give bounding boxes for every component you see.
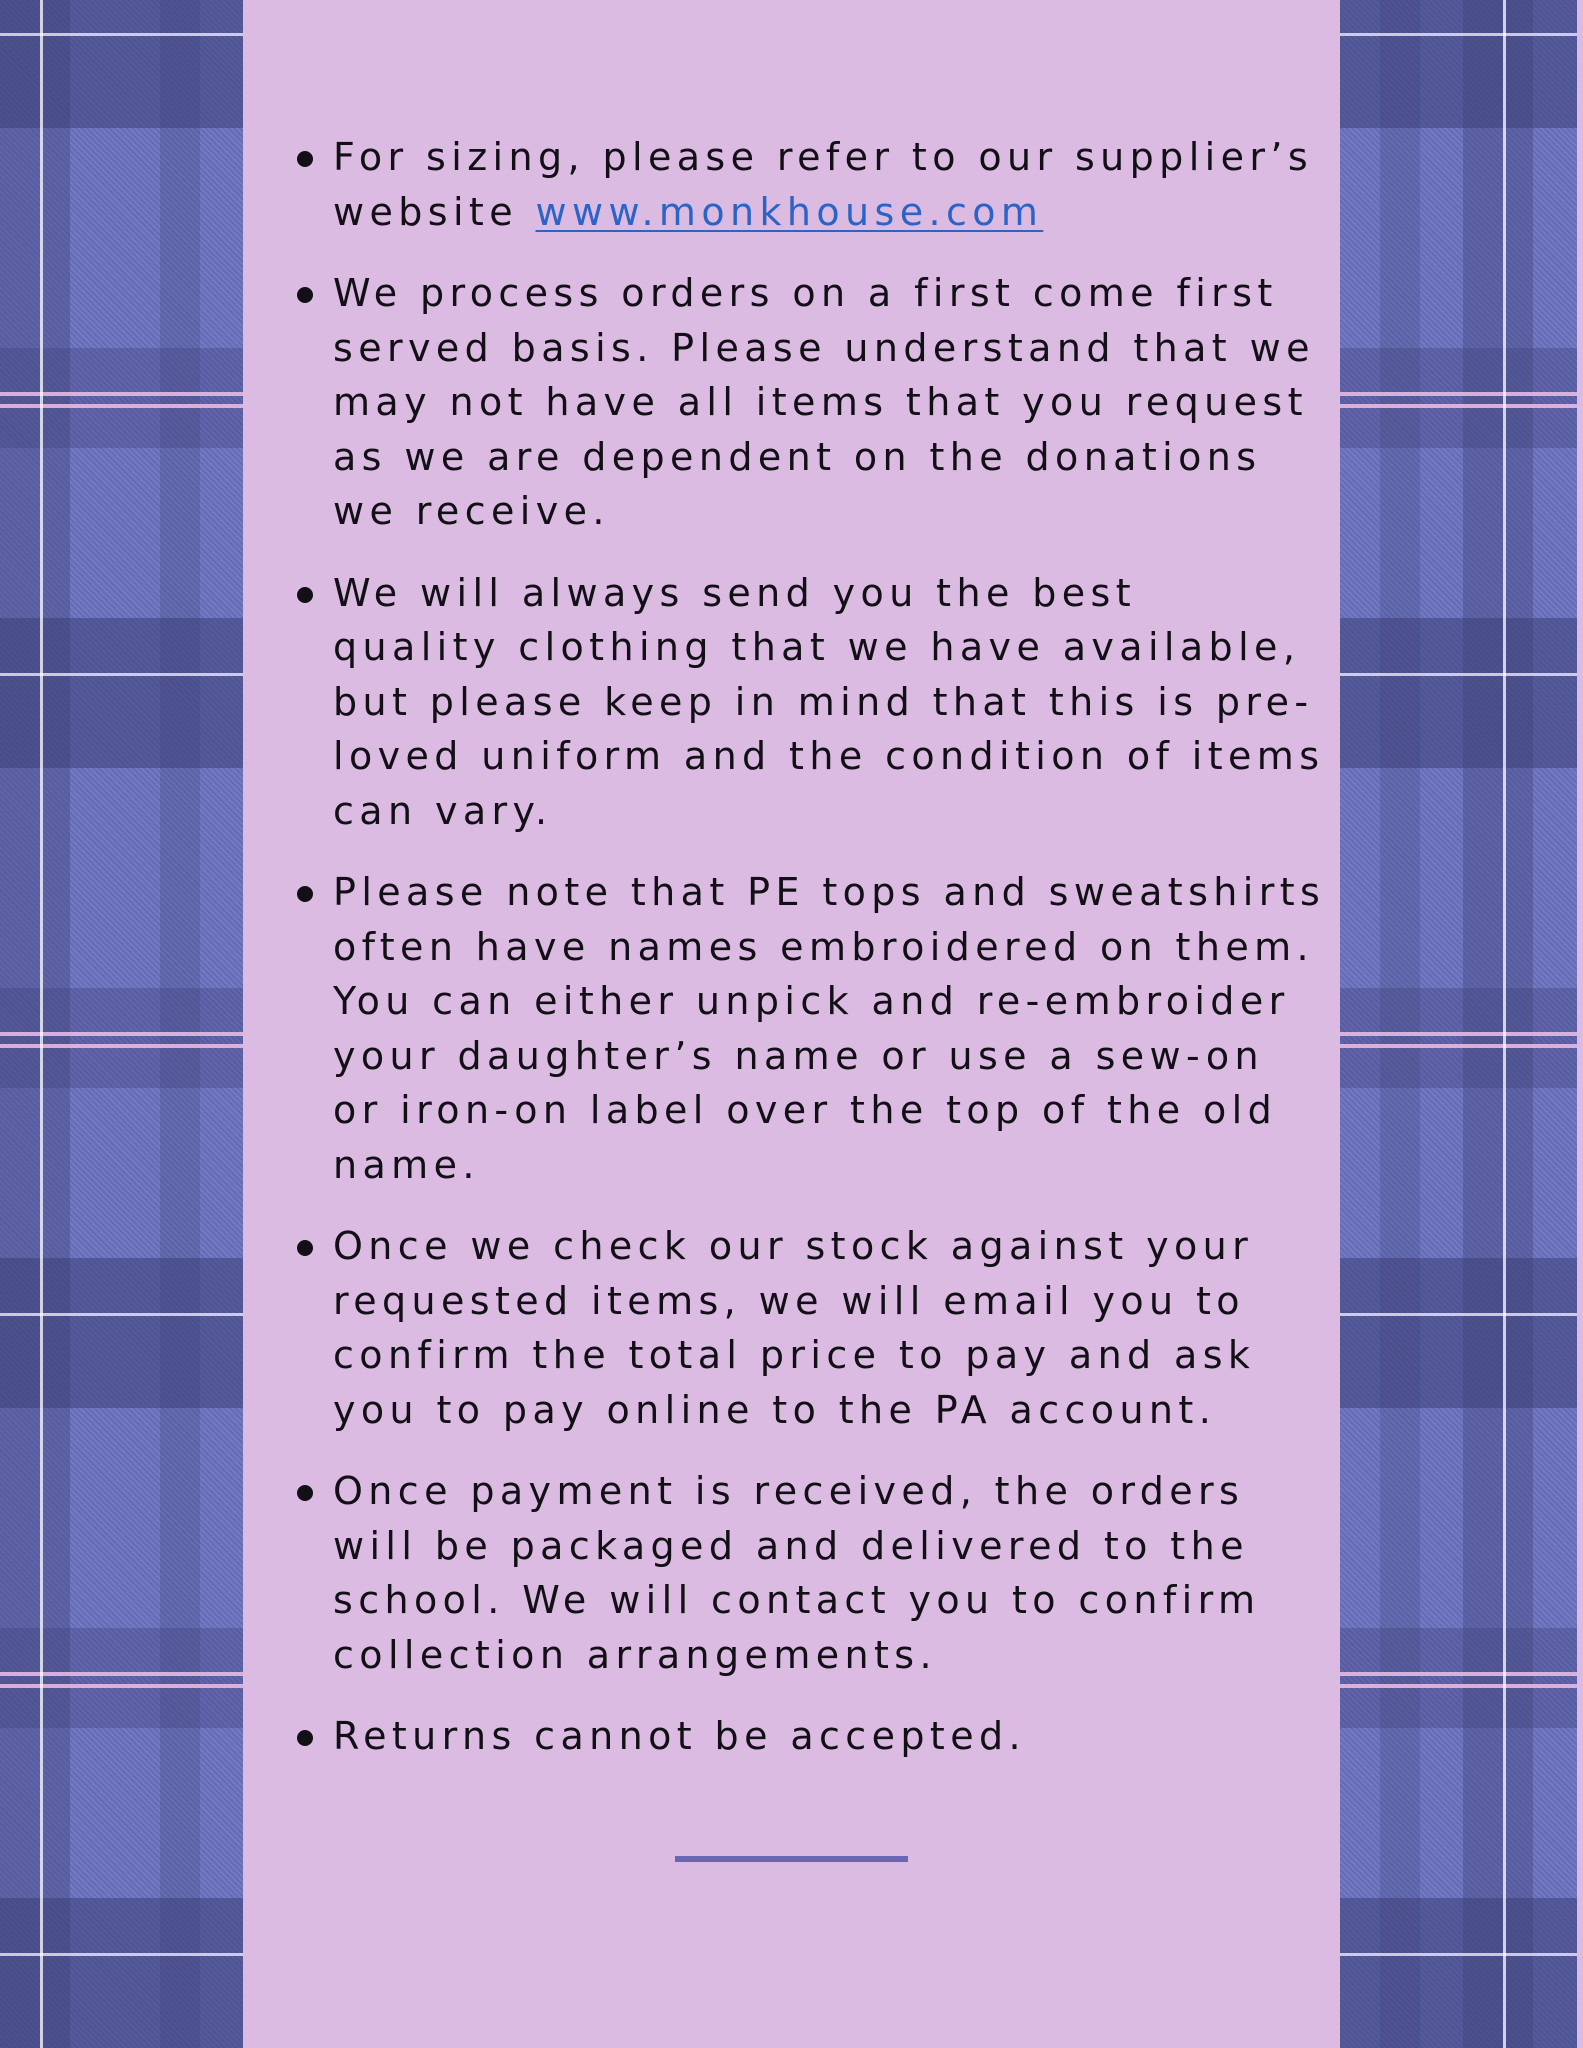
list-item-names xyxy=(295,865,1335,1192)
list-item-line: name. xyxy=(333,1142,480,1187)
list-item-line: or iron-on label over the top of the old xyxy=(333,1088,1278,1132)
list-item-line: You can either unpick and re-embroider xyxy=(333,979,1290,1023)
list-item-text: website xyxy=(333,189,536,234)
list-item-line: but please keep in mind that this is pre- xyxy=(333,679,1314,724)
list-item-line: Please note that PE tops and sweatshirts xyxy=(333,870,1326,914)
list-item-line: We will always send you the best xyxy=(333,570,1137,615)
list-item-payment xyxy=(295,1464,1335,1682)
list-item-line: you to pay online to the PA account. xyxy=(333,1387,1217,1432)
list-item-line: Once payment is received, the orders xyxy=(333,1469,1245,1513)
list-item-line: served basis. Please understand that we xyxy=(333,325,1315,370)
list-item-line: collection arrangements. xyxy=(333,1632,937,1677)
list-item-line: Once we check our stock against your xyxy=(333,1224,1254,1268)
list-item-processing xyxy=(295,266,1335,539)
list-item-line: we receive. xyxy=(333,489,610,533)
list-item-line: will be packaged and delivered to the xyxy=(333,1523,1249,1568)
bullet-icon xyxy=(297,1485,313,1501)
list-item-line: school. We will contact you to confirm xyxy=(333,1578,1261,1622)
list-item-line: as we are dependent on the donations xyxy=(333,434,1262,479)
list-item-sizing xyxy=(295,130,1335,239)
bullet-icon xyxy=(297,287,313,303)
bullet-icon xyxy=(297,151,313,167)
bullet-icon xyxy=(297,1240,313,1256)
bullet-icon xyxy=(297,886,313,902)
list-item-line: often have names embroidered on them. xyxy=(333,924,1315,969)
section-divider xyxy=(675,1856,908,1862)
plaid-fabric-left xyxy=(0,0,243,2048)
bullet-icon xyxy=(297,587,313,603)
list-item-quality xyxy=(295,566,1335,839)
list-item-line: can vary. xyxy=(333,788,553,833)
supplier-website-link[interactable]: www.monkhouse.com xyxy=(535,189,1044,234)
plaid-fabric-right xyxy=(1340,0,1583,2048)
ordering-info-list xyxy=(295,130,1335,1791)
list-item-line: requested items, we will email you to xyxy=(333,1278,1245,1323)
list-item-returns xyxy=(295,1709,1335,1764)
list-item-line: confirm the total price to pay and ask xyxy=(333,1333,1256,1377)
list-item-line: quality clothing that we have available, xyxy=(333,625,1301,669)
list-item-line: loved uniform and the condition of items xyxy=(333,734,1325,778)
list-item-line: your daughter’s name or use a sew-on xyxy=(333,1033,1264,1078)
list-item-line: We process orders on a first come first xyxy=(333,271,1278,315)
list-item-line: For sizing, please refer to our supplier’s xyxy=(333,135,1314,179)
content-panel xyxy=(243,0,1340,2048)
list-item-line xyxy=(333,185,1335,240)
list-item-line: may not have all items that you request xyxy=(333,380,1308,424)
bullet-icon xyxy=(297,1730,313,1746)
list-item-line: Returns cannot be accepted. xyxy=(333,1714,1026,1758)
list-item-stock-check xyxy=(295,1219,1335,1437)
